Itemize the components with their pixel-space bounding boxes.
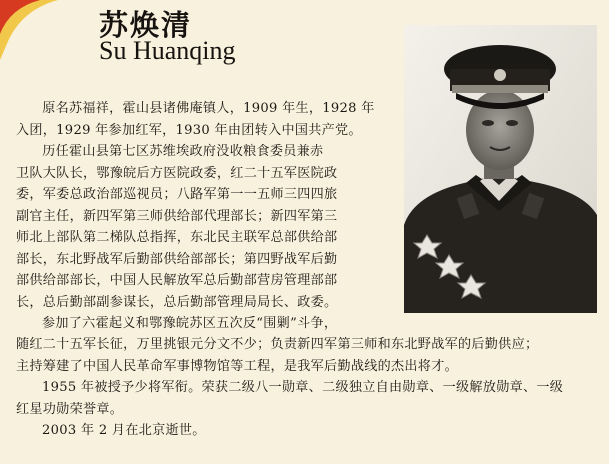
portrait-photo: [404, 25, 597, 313]
bio-line: 参加了六霍起义和鄂豫皖苏区五次反“围剿”斗争，: [42, 316, 338, 331]
bio-line: 师北上部队第二梯队总指挥，东北民主联军总部供给部: [16, 230, 338, 245]
bio-line: 长，总后勤部副参谋长，总后勤部管理局局长、政委。: [16, 294, 338, 310]
biography-text: [16, 98, 396, 313]
bio-line: 历任霍山县第七区苏维埃政府没收粮食委员兼赤: [42, 144, 324, 159]
decorative-corner-ribbon: [0, 0, 80, 60]
bio-line: 部供给部部长，中国人民解放军总后勤部营房管理部部: [16, 273, 338, 288]
bio-line: 随红二十五军长征，万里挑银元分文不少；负责新四军第三师和东北野战军的后勤供应；: [16, 337, 539, 352]
bio-line: 副官主任，新四军第三师供给部代理部长；新四军第三: [16, 208, 338, 224]
bio-line: 原名苏福祥，霍山县诸佛庵镇人，1909 年生，1928 年: [42, 101, 375, 116]
honors-line: 1955 年被授予少将军衔。荣获二级八一勋章、二级独立自由勋章、一级解放勋章、一级: [42, 380, 564, 395]
death-line: 2003 年 2 月在北京逝世。: [42, 423, 206, 438]
bio-line: 主持筹建了中国人民革命军事博物馆等工程，是我军后勤战线的杰出将才。: [16, 359, 458, 374]
person-name-english: Su Huanqing: [99, 36, 236, 65]
bio-line: 入团，1929 年参加红军，1930 年由团转入中国共产党。: [16, 122, 362, 138]
bio-line: 部长，东北野战军后勤部供给部部长；第四野战军后勤: [16, 251, 338, 267]
honors-line: 红星功勋荣誉章。: [16, 402, 124, 417]
bio-line: 委，军委总政治部巡视员；八路军第一一五师三四四旅: [16, 187, 338, 202]
person-name-chinese: 苏焕清: [99, 8, 193, 42]
bio-line: 卫队大队长，鄂豫皖后方医院政委，红二十五军医院政: [16, 165, 338, 181]
